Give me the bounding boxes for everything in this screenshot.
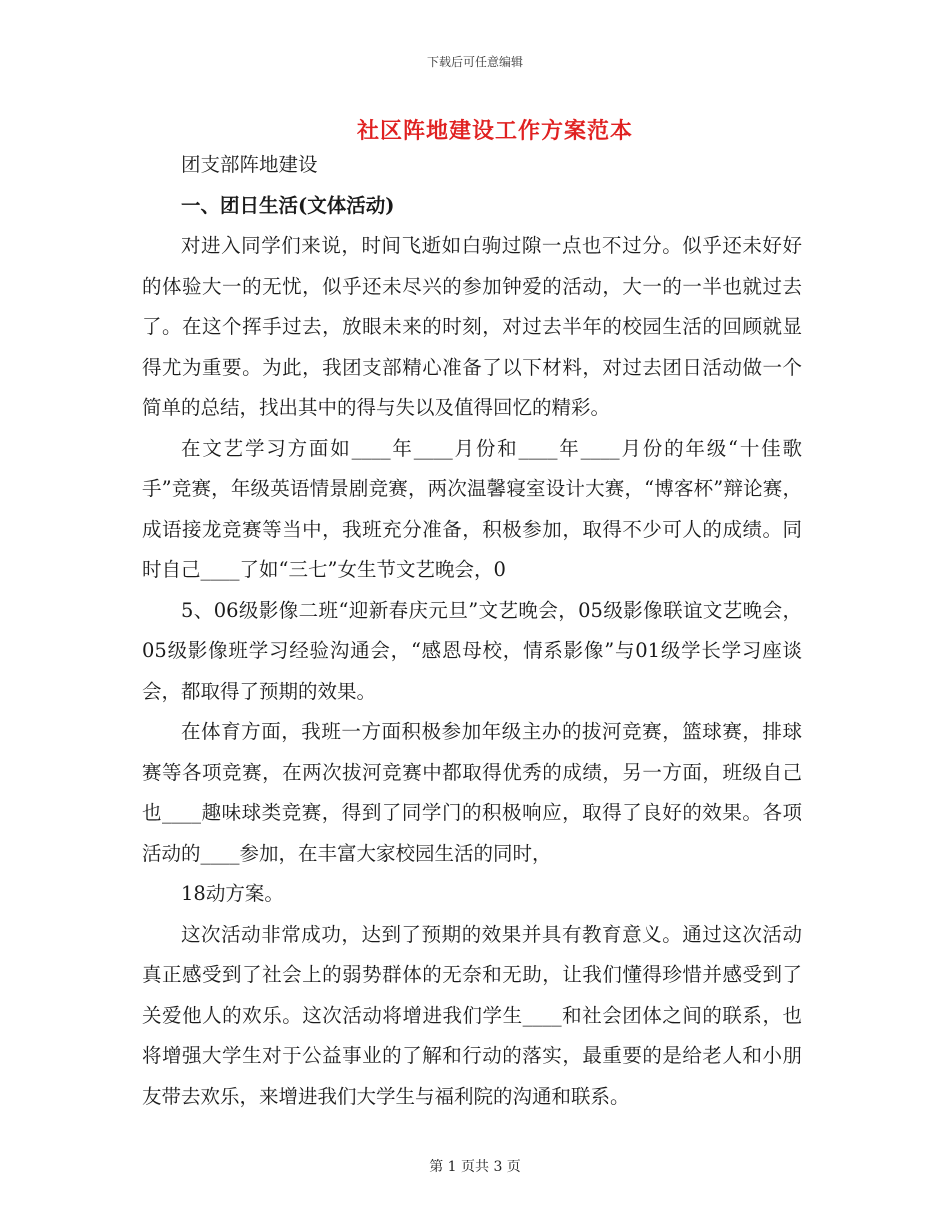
document-subtitle: 团支部阵地建设 <box>181 153 318 176</box>
page-header-note: 下载后可任意编辑 <box>426 55 523 69</box>
paragraph: 对进入同学们来说，时间飞逝如白驹过隙一点也不过分。似乎还未好好的体验大一的无忧，似乎还未尽兴的参加钟爱的活动，大一的一半也就过去了。在这个挥手过去，放眼未来的时刻，对过去半年的校园生活的回顾就显得尤为重要。为此，我团支部精心准备了以下材料，对过去团日活动做一个简单的总结，找出其中的得与失以及值得回忆的精彩。 <box>142 234 802 419</box>
document-body <box>142 145 802 1117</box>
paragraph: 18动方案。 <box>181 882 284 905</box>
paragraph: 在文艺学习方面如____年____月份和____年____月份的年级“十佳歌手”竞赛，年级英语情景剧竞赛，两次温馨寝室设计大赛，“博客杯”辩论赛，成语接龙竞赛等当中，我班充分准备，积极参加，取得不少可人的成绩。同时自己____了如“三七”女生节文艺晚会，0 <box>142 436 802 581</box>
document-title: 社区阵地建设工作方案范本 <box>356 118 633 144</box>
paragraph: 这次活动非常成功，达到了预期的效果并具有教育意义。通过这次活动真正感受到了社会上的弱势群体的无奈和无助，让我们懂得珍惜并感受到了关爱他人的欢乐。这次活动将增进我们学生____和社会团体之间的联系，也将增强大学生对于公益事业的了解和行动的落实，最重要的是给老人和小朋友带去欢乐，来增进我们大学生与福利院的沟通和联系。 <box>142 922 802 1108</box>
paragraph: 在体育方面，我班一方面积极参加年级主办的拔河竞赛，篮球赛，排球赛等各项竞赛，在两次拔河竞赛中都取得优秀的成绩，另一方面，班级自己也____趣味球类竞赛，得到了同学门的积极响应，取得了良好的效果。各项活动的____参加，在丰富大家校园生活的同时， <box>142 720 802 865</box>
paragraph: 5、06级影像二班“迎新春庆元旦”文艺晚会，05级影像联谊文艺晚会，05级影像班学习经验沟通会，“感恩母校，情系影像”与01级学长学习座谈会，都取得了预期的效果。 <box>142 598 802 703</box>
page-footer-page-number: 第 1 页共 3 页 <box>429 1159 521 1175</box>
section-heading: 一、团日生活(文体活动) <box>181 193 395 217</box>
